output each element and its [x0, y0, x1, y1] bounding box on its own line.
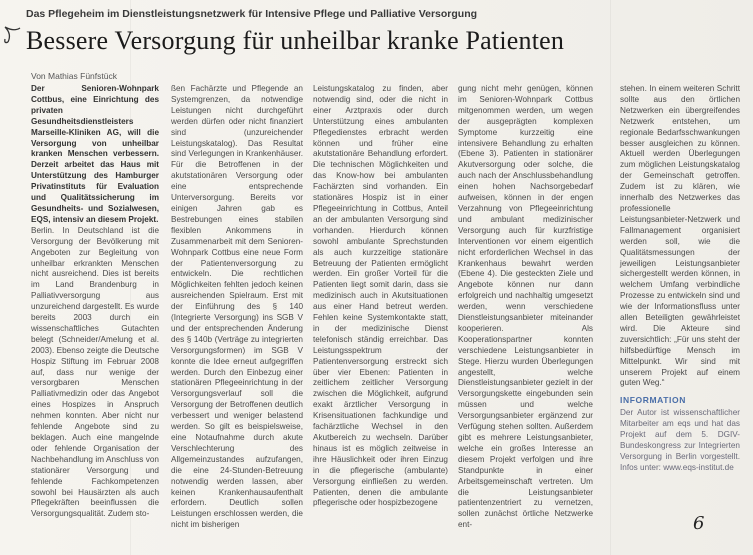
info-box: [620, 395, 740, 473]
info-title: INFORMATION: [620, 395, 686, 406]
text-column-1: [31, 84, 159, 520]
handwritten-page-number: [689, 510, 713, 534]
article-paragraph: Leistungskatalog zu finden, aber notwendig sind, oder die nicht in einer Arztpraxis oder durch Unterstützung eines ambulanten Pflegedienstes erbracht werden können und früher eine akutstationäre Behandlung erfordert. Die technischen Möglichkeiten und das Know-how bei ambulanten Fachärzten sind vorhanden. Ein stationäres Hospiz ist in einer Pflegeeinrichtung in Cottbus, Anteil an der ambulanten Versorgung sind vorhanden. Hierdurch können sowohl ambulante Sprechstunden als auch kurzzeitige stationäre Betreuung der Patienten ermöglicht werden. Ein großer Vorteil für die Patienten liegt somit darin, dass sie medizinisch auch in Akutsituationen aus einer Hand betreut werden. Fehlen keine Systemkontakte statt, in der medizinische Dienst telefonisch ständig erreichbar. Das Leistungsspektrum der Patientenversorgung erstreckt sich über vier Ebenen: Patienten in zeitlichem zeitlicher Versorgung zwischen die Möglichkeit, aufgrund exakt ärztlicher Versorgung in Krisensituationen fachkundige und fachärztliche Wechsel in den Akutbereich zu wechseln. Darüber hinaus ist es möglich zeitweise in ihre Häuslichkeit oder ihren Einzug in die pflegerische (ambulante) Versorgung einfließen zu werden. Patienten, denen die ambulante pflegerische oder hospizbezogene: [313, 84, 448, 508]
article-byline: Von Mathias Fünfstück: [31, 71, 117, 81]
text-column-5: [620, 84, 740, 474]
article-lead: Der Senioren-Wohnpark Cottbus, eine Einrichtung des privaten Gesundheitsdienstleisters Marseille-Kliniken AG, will die Versorgung von unheilbar kranken Menschen verbessern. Derzeit arbeitet das Haus mit Unterstützung des Hamburger Privatinstituts für Evaluation und Qualitätssicherung im Gesundheits- und Sozialwesen, EQS, intensiv an diesem Projekt.: [31, 84, 159, 224]
article-paragraph: stehen. In einem weiteren Schritt sollte aus den örtlichen Netzwerken ein übergreifendes Netzwerk entstehen, um regionale Bedarfsschwankungen besser ausgleichen zu können. Aktuell werden Überlegungen zum möglichen Leistungskatalog der Gemeinschaft getroffen. Zudem ist zu klären, wie innerhalb des Netzwerkes das professionelle Leistungsanbieter-Netzwerk und Fallmanagement organisiert werden soll, wie die Qualitätsmessungen der jeweiligen Leistungsanbieter sichergestellt werden können, in welchem Umfang verbindliche Prozesse zu entwickeln sind und wie der Informationsfluss unter allen Beteiligten gewährleistet wird. Die Akteure sind zuversichtlich: „Für uns steht der hilfsbedürftige Mensch im Mittelpunkt. Wir sind mit unserem Projekt auf einem guten Weg.“: [620, 84, 740, 388]
text-column-2: [171, 84, 303, 531]
scissors-mark-icon: [2, 24, 24, 46]
text-column-4: [458, 84, 593, 531]
text-column-3: [313, 84, 448, 509]
article-paragraph: ßen Fachärzte und Pflegende an Systemgrenzen, da notwendige Leistungen nicht durchgeführt werden dürfen oder nicht finanziert sind (unzureichender Leistungskatalog). Das Resultat sind Verlegungen in Krankenhäuser. Für die Betroffenen in der akutstationären Versorgung oder eine entsprechende Unterversorgung. Bereits vor einigen Jahren gab es Bestrebungen eines stabilen flexiblen Ankommens in Zusammenarbeit mit dem Senioren-Wohnpark Cottbus eine neue Form der Patientenversorgung zu entwickeln. Die rechtlichen Möglichkeiten fehlten jedoch keinen ausreichenden Spielraum. Erst mit der Einführung des § 140 (Integrierte Versorgung) ins SGB V und der entsprechenden Änderung des § 140b (Verträge zu integrierten Versorgungsformen) im SGB V konnte die Idee erneut aufgegriffen werden. Durch den Einbezug einer stationären Pflegeeinrichtung in der Versorgungsverlauf soll die Versorgung der Betroffenen deutlich verbessert und weniger belastend werden. So gilt es beispielsweise, eine Notaufnahme durch akute Verschlechterung des Allgemeinzustandes aufzufangen, die eine 24-Stunden-Betreuung notwendig werden lassen, aber keinen Krankenhausaufenthalt erfordern. Deutlich sollen Leistungen erschlossen werden, die nicht im bisherigen: [171, 84, 303, 530]
article-paragraph: gung nicht mehr genügen, können im Senioren-Wohnpark Cottbus mitgenommen werden, um wegen der ausgeprägten komplexen Symptome kurzzeitig eine intensivere Behandlung zu erhalten (Ebene 3). Patienten in stationärer Akutversorgung oder solche, die auch nach der Anschlussbehandlung einen hohen Nachsorgebedarf aufweisen, können in der engen Verzahnung von Pflegeeinrichtung und ambulant medizinischer Versorgung auch für kurzfristige Interventionen vor einem eigentlich nicht erforderlichen Wechsel in das Krankenhaus bewahrt werden (Ebene 4). Die gesteckten Ziele und Angebote können nur dann erfolgreich und nachhaltig umgesetzt werden, wenn verschiedene Dienstleistungsanbieter miteinander kooperieren. Als Kooperationspartner konnten verschiedene Leistungsanbieter in Stege. Hierzu wurden Überlegungen angestellt, welche Dienstleistungsanbieter gezielt in der Versorgungskette eingebunden sein müssen und welche Versorgungsanbieter ergänzend zur Verfügung stehen sollten. Außerdem gibt es mehrere Leistungsanbieter, welche ein großes Interesse an diesem Projekt verfolgen und ihre Standpunkte in einer Arbeitsgemeinschaft vertreten. Um die Leistungsanbieter patientenzentriert zu vernetzen, sollen zunächst örtliche Netzwerke ent-: [458, 84, 593, 530]
info-text: Der Autor ist wissenschaftlicher Mitarbeiter am eqs und hat das Projekt auf dem 5. DGIV-Bundeskongress zur Integrierten Versorgung in Berlin vorgestellt. Infos unter: www.eqs-institut.de: [620, 408, 740, 472]
article-headline: Bessere Versorgung für unheilbar kranke Patienten: [26, 26, 565, 55]
article-paragraph: Berlin. In Deutschland ist die Versorgung der Bevölkerung mit Angeboten zur Begleitung von unheilbar erkrankten Menschen nicht ausreichend. Dies ist bereits im Land Brandenburg in Palliativversorgung aus unzureichend dargestellt. Es wurde bereits 2003 durch ein wissenschaftliches Gutachten belegt (Schneider/Amelung et al. 2003). Ebenso zeigte die Deutsche Hospiz Stiftung im Februar 2008 auf, dass nur wenige der versorgbaren Menschen Palliativmedizin oder das Angebot eines Hospizes in Anspruch nehmen konnten. Aber nicht nur fehlende Angebote sind zu beklagen. Auch eine mangelnde oder fehlende Organisation der Nachbehandlung im Anschluss von stationärer Versorgung und fehlende Fachkompetenzen sowohl bei Hausärzten als auch Pflegekräften beeinflussen die Versorgungsqualität. Zudem sto-: [31, 225, 159, 519]
column-divider: [610, 0, 611, 555]
article-kicker: Das Pflegeheim im Dienstleistungsnetzwerk für Intensive Pflege und Palliative Versorgung: [26, 8, 478, 20]
page-number-text: 6: [693, 513, 705, 534]
